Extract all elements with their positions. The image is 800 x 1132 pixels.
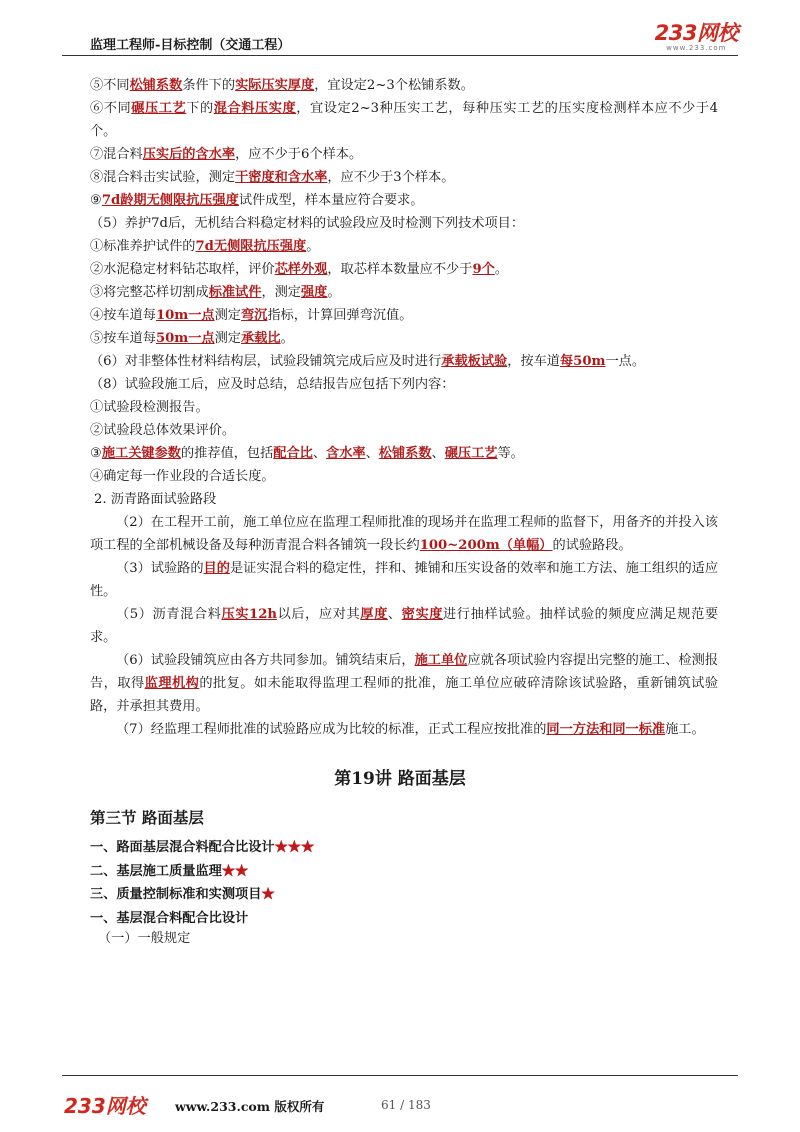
header-divider bbox=[62, 55, 738, 56]
outline-list bbox=[90, 836, 314, 930]
outline-item-text: 二、基层施工质量监理 bbox=[90, 863, 222, 879]
key-term: 松铺系数 bbox=[129, 78, 183, 93]
paragraph bbox=[90, 166, 718, 189]
text-run: ⑧混合料击实试验，测定 bbox=[90, 170, 236, 185]
key-term: 施工单位 bbox=[414, 653, 468, 668]
key-term: 每50m bbox=[559, 354, 606, 369]
text-run: ，应不少于6个样本。 bbox=[235, 147, 363, 162]
paragraph bbox=[90, 557, 718, 603]
paragraph bbox=[90, 718, 718, 741]
subheading: （一）一般规定 bbox=[98, 931, 191, 946]
key-term: 50m一点 bbox=[155, 331, 215, 346]
key-term: 强度 bbox=[301, 285, 328, 300]
text-run: 的推荐值，包括 bbox=[180, 446, 274, 461]
text-run: 、 bbox=[431, 446, 445, 461]
text-run: （5）养护7d后，无机结合料稳定材料的试验段应及时检测下列技术项目： bbox=[90, 216, 525, 231]
paragraph bbox=[90, 304, 718, 327]
text-run: ④确定每一作业段的合适长度。 bbox=[90, 469, 275, 484]
key-term: 标准试件 bbox=[208, 285, 262, 300]
text-run: 应就各项试验内容提出完整的施工、检测报告，取得 bbox=[90, 653, 719, 691]
paragraph bbox=[90, 212, 718, 235]
outline-item bbox=[90, 836, 314, 860]
paragraph bbox=[90, 235, 718, 258]
paragraph bbox=[90, 97, 718, 143]
body-text bbox=[90, 74, 718, 741]
key-term: 监理机构 bbox=[144, 676, 200, 691]
paragraph bbox=[90, 649, 718, 718]
key-term: 目的 bbox=[203, 561, 230, 576]
text-run: ，宜设定2~3种压实工艺，每种压实工艺的压实度检测样本应不少于4个。 bbox=[90, 101, 719, 139]
text-run: ①试验段检测报告。 bbox=[90, 400, 209, 415]
footer-copyright[interactable]: www.233.com 版权所有 bbox=[175, 1099, 325, 1114]
key-term: 9个 bbox=[472, 262, 495, 277]
text-run: 等。 bbox=[497, 446, 524, 461]
key-term: 7d无侧限抗压强度 bbox=[195, 239, 307, 254]
text-run: 以后，应对其 bbox=[276, 607, 361, 622]
key-term: 含水率 bbox=[326, 446, 366, 461]
paragraph bbox=[90, 442, 718, 465]
key-term: 施工关键参数 bbox=[101, 446, 181, 461]
text-run: ，宜设定2~3个松铺系数。 bbox=[314, 78, 474, 93]
key-term: 碾压工艺 bbox=[131, 101, 187, 116]
text-run: 、 bbox=[387, 607, 402, 622]
footer-logo[interactable]: 233网校 bbox=[64, 1094, 146, 1118]
key-term: 芯样外观 bbox=[274, 262, 328, 277]
text-run: ⑨ bbox=[90, 193, 102, 208]
text-run: ，按车道 bbox=[507, 354, 560, 369]
paragraph bbox=[90, 396, 718, 419]
text-run: 。 bbox=[327, 285, 341, 300]
key-term: 10m一点 bbox=[155, 308, 215, 323]
text-run: （6）对非整体性材料结构层，试验段铺筑完成后应及时进行 bbox=[90, 354, 442, 369]
brand-logo[interactable] bbox=[655, 22, 738, 53]
paragraph bbox=[90, 373, 718, 396]
text-run: 施工。 bbox=[665, 722, 705, 737]
section-title: 第三节 路面基层 bbox=[90, 808, 204, 827]
text-run: ，取芯样本数量应不少于 bbox=[327, 262, 473, 277]
key-term: 密实度 bbox=[401, 607, 444, 622]
key-term: 厚度 bbox=[360, 607, 388, 622]
text-run: ，测定 bbox=[261, 285, 301, 300]
paragraph bbox=[90, 143, 718, 166]
outline-item bbox=[90, 883, 314, 907]
text-run: ③将完整芯样切割成 bbox=[90, 285, 209, 300]
text-run: （8）试验段施工后，应及时总结，总结报告应包括下列内容： bbox=[90, 377, 455, 392]
text-run: 。 bbox=[280, 331, 294, 346]
text-run: 测定 bbox=[214, 331, 241, 346]
paragraph bbox=[90, 327, 718, 350]
text-run: ⑤不同 bbox=[90, 78, 130, 93]
key-term: 100~200m（单幅） bbox=[419, 538, 553, 553]
rating-stars: ★★★ bbox=[274, 840, 315, 855]
text-run: ②水泥稳定材料钻芯取样，评价 bbox=[90, 262, 275, 277]
rating-stars: ★ bbox=[261, 887, 275, 902]
text-run: 2. 沥青路面试验路段 bbox=[94, 492, 217, 507]
text-run: ④按车道每 bbox=[90, 308, 156, 323]
footer-divider bbox=[62, 1075, 738, 1076]
text-run: （3）试验路的 bbox=[116, 561, 204, 576]
key-term: 松铺系数 bbox=[378, 446, 432, 461]
text-run: 下的 bbox=[186, 101, 214, 116]
outline-item-text: 三、质量控制标准和实测项目 bbox=[90, 887, 262, 902]
text-run: 试件成型，样本量应符合要求。 bbox=[238, 193, 424, 208]
text-run: 。 bbox=[306, 239, 320, 254]
key-term: 配合比 bbox=[273, 446, 313, 461]
text-run: 进行抽样试验。抽样试验的频度应满足规范要求。 bbox=[90, 607, 719, 645]
text-run: ③ bbox=[90, 446, 102, 461]
paragraph bbox=[90, 511, 718, 557]
text-run: ⑤按车道每 bbox=[90, 331, 156, 346]
key-term: 碾压工艺 bbox=[444, 446, 498, 461]
text-run: （7）经监理工程师批准的试验路应成为比较的标准，正式工程应按批准的 bbox=[116, 722, 547, 737]
lecture-title: 第19讲 路面基层 bbox=[334, 769, 466, 789]
key-term: 同一方法和同一标准 bbox=[546, 722, 666, 737]
paragraph bbox=[90, 603, 718, 649]
text-run: ，应不少于3个样本。 bbox=[327, 170, 455, 185]
key-term: 实际压实厚度 bbox=[235, 78, 315, 93]
header-title: 监理工程师-目标控制（交通工程） bbox=[90, 38, 291, 53]
key-term: 压实后的含水率 bbox=[142, 147, 236, 162]
key-term: 承载比 bbox=[241, 331, 281, 346]
paragraph bbox=[90, 258, 718, 281]
key-term: 承载板试验 bbox=[441, 354, 508, 369]
text-run: 是证实混合料的稳定性，拌和、摊铺和压实设备的效率和施工方法、施工组织的适应性。 bbox=[90, 561, 719, 599]
text-run: 的批复。如未能取得监理工程师的批准，施工单位应破碎清除该试验路，重新铺筑试验路，并承担其费用。 bbox=[90, 676, 719, 714]
paragraph bbox=[90, 465, 718, 488]
key-term: 混合料压实度 bbox=[213, 101, 297, 116]
text-run: ①标准养护试件的 bbox=[90, 239, 196, 254]
paragraph bbox=[90, 488, 718, 511]
key-term: 7d龄期无侧限抗压强度 bbox=[101, 193, 239, 208]
text-run: 测定 bbox=[214, 308, 241, 323]
paragraph bbox=[90, 350, 718, 373]
text-run: ⑥不同 bbox=[90, 101, 132, 116]
paragraph bbox=[90, 419, 718, 442]
text-run: 、 bbox=[312, 446, 327, 461]
text-run: ⑦混合料 bbox=[90, 147, 143, 162]
text-run: （6）试验段铺筑应由各方共同参加。铺筑结束后， bbox=[116, 653, 415, 668]
text-run: 。 bbox=[494, 262, 508, 277]
paragraph bbox=[90, 74, 718, 97]
outline-item bbox=[90, 860, 314, 884]
key-term: 干密度和含水率 bbox=[235, 170, 328, 185]
text-run: （2）在工程开工前，施工单位应在监理工程师批准的现场并在监理工程师的监督下，用备齐的并投入该项工程的全部机械设备及每种沥青混合料各铺筑一段长约 bbox=[90, 515, 718, 553]
outline-item-text: 一、路面基层混合料配合比设计 bbox=[90, 840, 275, 855]
text-run: 条件下的 bbox=[182, 78, 236, 93]
logo-text: 233网校 bbox=[654, 21, 738, 45]
text-run: 、 bbox=[365, 446, 379, 461]
paragraph bbox=[90, 189, 718, 212]
rating-stars: ★★ bbox=[221, 863, 249, 879]
logo-url: www.233.com bbox=[666, 44, 727, 52]
key-term: 弯沉 bbox=[241, 308, 268, 323]
text-run: 的试验路段。 bbox=[552, 538, 632, 553]
paragraph bbox=[90, 281, 718, 304]
outline-item-text: 一、基层混合料配合比设计 bbox=[90, 910, 249, 926]
key-term: 压实12h bbox=[221, 607, 277, 622]
page-number: 61 / 183 bbox=[381, 1098, 431, 1112]
text-run: 指标，计算回弹弯沉值。 bbox=[267, 308, 413, 323]
text-run: （5）沥青混合料 bbox=[116, 607, 222, 622]
text-run: ②试验段总体效果评价。 bbox=[90, 423, 236, 438]
text-run: 一点。 bbox=[605, 354, 646, 369]
